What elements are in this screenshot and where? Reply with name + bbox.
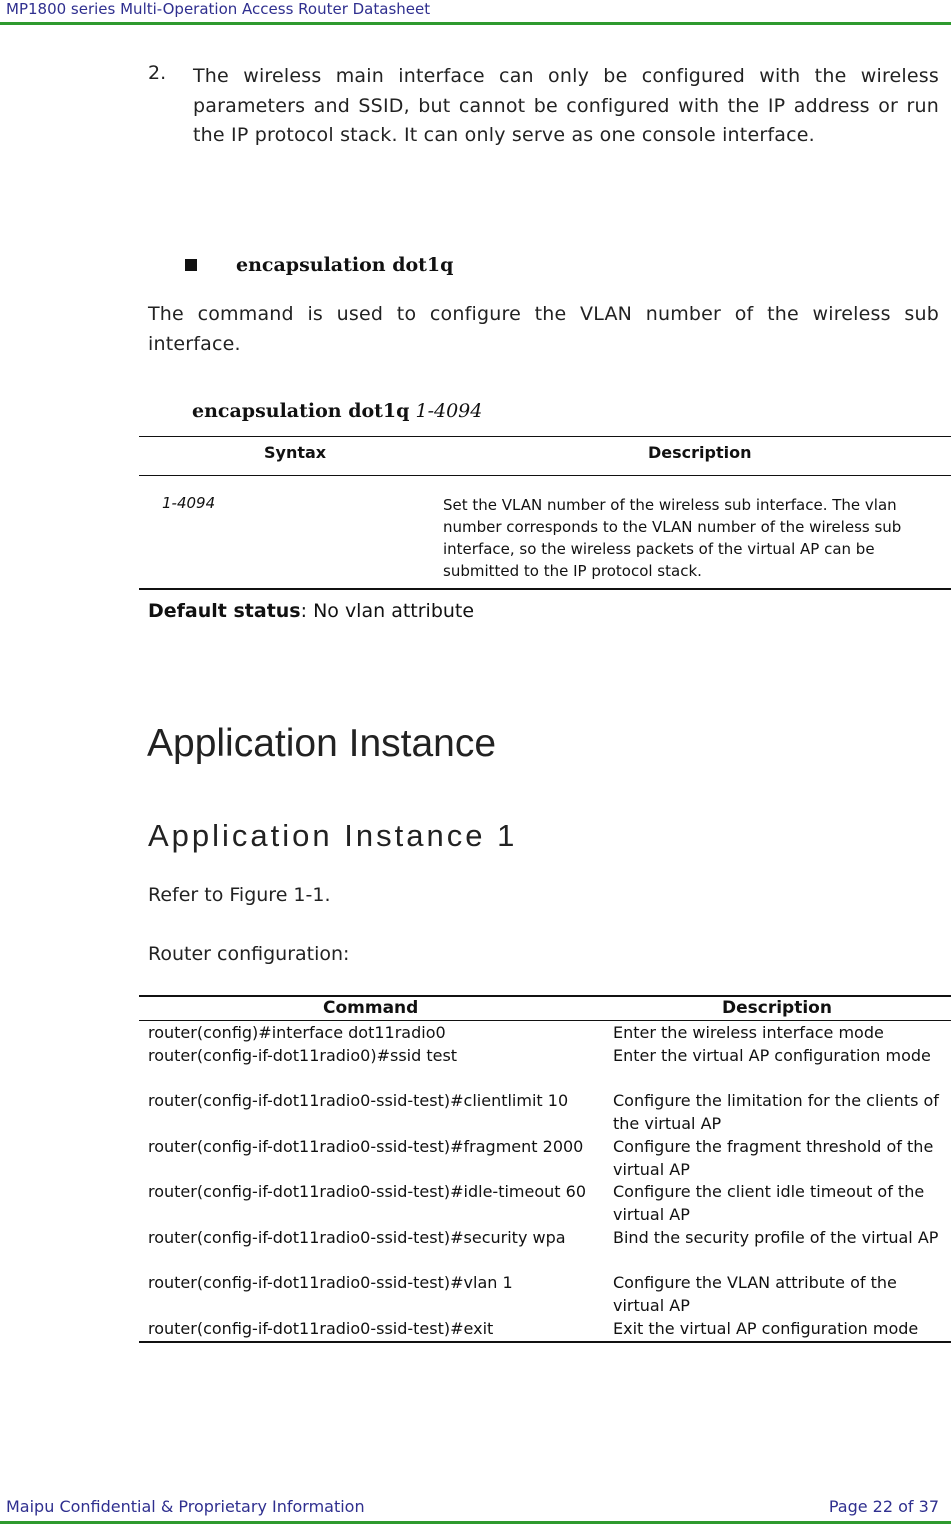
router-config-label: Router configuration:: [148, 943, 350, 965]
default-status: [148, 600, 474, 622]
section-heading: Application Instance: [147, 722, 497, 765]
syntax-table-header-description: Description: [648, 443, 752, 462]
config-description: Enter the wireless interface mode: [613, 1023, 884, 1042]
syntax-argument: 1-4094: [415, 400, 483, 422]
subsection-heading: Application Instance 1: [148, 818, 518, 853]
config-command: router(config-if-dot11radio0-ssid-test)#security wpa: [148, 1228, 566, 1247]
default-status-label: Default status: [148, 600, 301, 622]
syntax-table-cell-syntax: 1-4094: [162, 494, 216, 512]
config-description: Configure the client idle timeout of the virtual AP: [613, 1182, 925, 1224]
figure-reference: Refer to Figure 1-1.: [148, 884, 331, 906]
syntax-table-top-rule: [139, 436, 951, 437]
config-table-top-rule: [139, 995, 951, 997]
config-description: Enter the virtual AP configuration mode: [613, 1046, 931, 1065]
config-command: router(config-if-dot11radio0)#ssid test: [148, 1046, 458, 1065]
config-command: router(config-if-dot11radio0-ssid-test)#vlan 1: [148, 1273, 513, 1292]
command-description: The command is used to configure the VLAN number of the wireless sub interface.: [148, 303, 939, 355]
footer-confidential: Maipu Confidential & Proprietary Information: [6, 1497, 365, 1516]
note-number: 2.: [148, 62, 167, 84]
square-bullet-icon: [185, 259, 197, 271]
page-header-title: MP1800 series Multi-Operation Access Router Datasheet: [6, 0, 431, 18]
config-description: Configure the fragment threshold of the virtual AP: [613, 1137, 934, 1179]
config-command: router(config-if-dot11radio0-ssid-test)#fragment 2000: [148, 1137, 584, 1156]
config-command: router(config-if-dot11radio0-ssid-test)#idle-timeout 60: [148, 1182, 586, 1201]
footer-divider: [0, 1521, 951, 1524]
config-table-header-description: Description: [722, 998, 832, 1018]
syntax-table-bottom-rule: [139, 588, 951, 590]
default-status-value: : No vlan attribute: [300, 600, 475, 622]
config-command: router(config-if-dot11radio0-ssid-test)#exit: [148, 1319, 494, 1338]
config-description: Exit the virtual AP configuration mode: [613, 1319, 919, 1338]
syntax-keyword: encapsulation dot1q: [192, 400, 410, 422]
note-text: The wireless main interface can only be configured with the wireless parameters and SSID, but cannot be configured with the IP address or run the IP protocol stack. It can only serve as one console interface.: [193, 65, 939, 146]
config-command: router(config)#interface dot11radio0: [148, 1023, 446, 1042]
config-table-bottom-rule: [139, 1341, 951, 1343]
config-description: Configure the limitation for the clients of the virtual AP: [613, 1091, 939, 1133]
config-table-header-command: Command: [323, 998, 419, 1018]
header-divider: [0, 22, 951, 25]
syntax-table-header-syntax: Syntax: [264, 443, 327, 462]
footer-page-number: Page 22 of 37: [828, 1497, 939, 1516]
syntax-table-cell-description: Set the VLAN number of the wireless sub interface. The vlan number corresponds to the VLAN number of the wireless sub interface, so the wireless packets of the virtual AP can be submitted to the IP protocol stack.: [443, 496, 902, 580]
config-command: router(config-if-dot11radio0-ssid-test)#clientlimit 10: [148, 1091, 569, 1110]
config-description: Configure the VLAN attribute of the virtual AP: [613, 1273, 897, 1315]
command-syntax: [192, 400, 482, 422]
syntax-table-header-rule: [139, 475, 951, 476]
config-description: Bind the security profile of the virtual AP: [613, 1228, 939, 1247]
command-heading: encapsulation dot1q: [236, 254, 454, 276]
